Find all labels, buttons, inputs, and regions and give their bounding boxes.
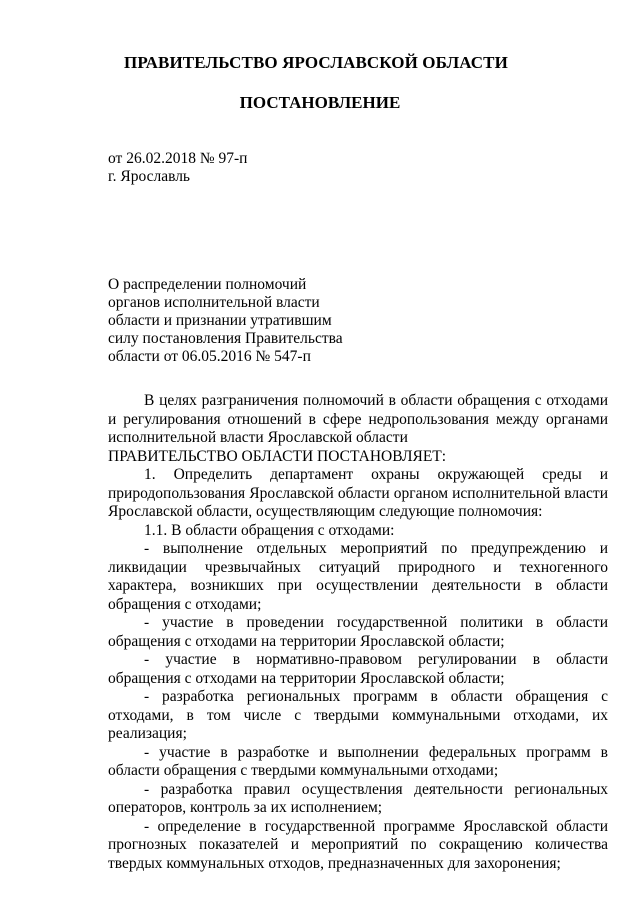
subject-line: области от 06.05.2016 № 547-п bbox=[108, 348, 311, 365]
bullet-item: - определение в государственной программе Ярославской области прогнозных показателей и мероприятий по сокращению количества твердых коммунальных отходов, предназначенных для захоронения; bbox=[108, 817, 608, 872]
resolves-line: ПРАВИТЕЛЬСТВО ОБЛАСТИ ПОСТАНОВЛЯЕТ: bbox=[108, 447, 447, 465]
bullet-item: - выполнение отдельных мероприятий по предупреждению и ликвидации чрезвычайных ситуаций природного и техногенного характера, возникших при осуществлении деятельности в области обращения с отходами; bbox=[108, 540, 608, 613]
bullet-item: - разработка региональных программ в области обращения с отходами, в том числе с твердыми коммунальными отходами, их реализация; bbox=[108, 688, 608, 742]
subject-line: О распределении полномочий bbox=[108, 276, 307, 293]
document-type-title: ПОСТАНОВЛЕНИЕ bbox=[239, 93, 401, 112]
bullet-item: - разработка правил осуществления деятельности региональных операторов, контроль за их исполнением; bbox=[108, 780, 608, 816]
city: г. Ярославль bbox=[108, 168, 190, 185]
subject-block bbox=[108, 276, 343, 366]
subject-line: области и признании утратившим bbox=[108, 312, 332, 329]
date-number: от 26.02.2018 № 97-п bbox=[108, 150, 248, 167]
bullet-item: - участие в разработке и выполнении федеральных программ в области обращения с твердыми коммунальными отходами; bbox=[108, 743, 608, 779]
item-1-1-heading: 1.1. В области обращения с отходами: bbox=[144, 521, 395, 539]
item-1-paragraph: 1. Определить департамент охраны окружающей среды и природопользования Ярославской области органом исполнительной власти Ярославской области, осуществляющим следующие полномочия: bbox=[108, 466, 608, 520]
bullet-item: - участие в нормативно-правовом регулировании в области обращения с отходами на территории Ярославской области; bbox=[108, 651, 608, 687]
bullet-item: - участие в проведении государственной политики в области обращения с отходами на территории Ярославской области; bbox=[108, 614, 608, 650]
document-body bbox=[108, 392, 608, 873]
subject-line: органов исполнительной власти bbox=[108, 294, 320, 311]
government-title: ПРАВИТЕЛЬСТВО ЯРОСЛАВСКОЙ ОБЛАСТИ bbox=[124, 53, 508, 72]
preamble-paragraph: В целях разграничения полномочий в области обращения с отходами и регулирования отношений в сфере недропользования между органами исполнительной власти Ярославской области bbox=[108, 392, 608, 446]
subject-line: силу постановления Правительства bbox=[108, 330, 343, 347]
